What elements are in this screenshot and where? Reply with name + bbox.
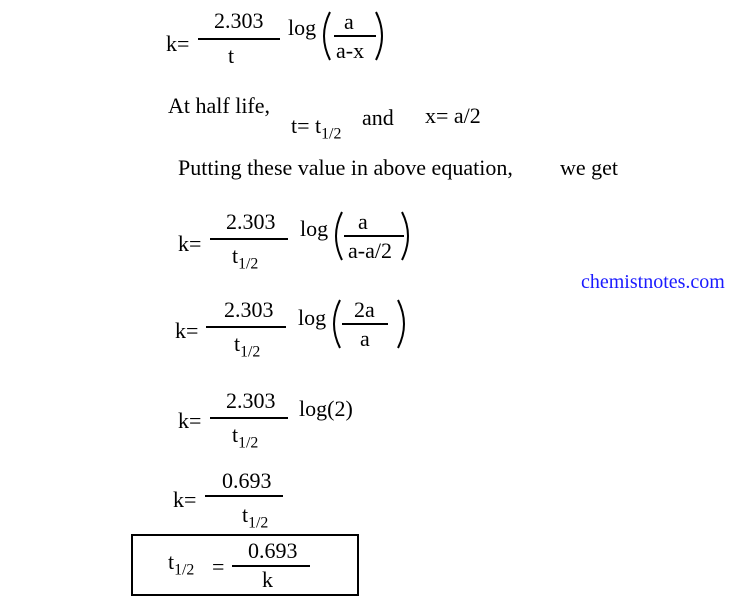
eq6-denominator: k [262, 567, 273, 592]
eq4-denominator: $t_{1/2}$ [232, 422, 259, 452]
x-condition: x= a/2 [425, 103, 481, 128]
eq4-numerator: 2.303 [226, 388, 276, 413]
eq3-inner-bar [342, 323, 388, 325]
eq5-fraction-bar [205, 495, 283, 497]
eq3-denominator: $t_{1/2}$ [234, 331, 261, 361]
eq1-denominator: t [228, 43, 235, 68]
eq4-lhs: k= [178, 408, 202, 433]
eq1-numerator: 2.303 [214, 8, 264, 33]
eq3-right-paren [396, 298, 410, 350]
eq3-log: log [298, 305, 327, 330]
eq1-left-paren [318, 10, 332, 62]
and-word: and [362, 105, 394, 130]
eq4-fraction-bar [210, 417, 288, 419]
eq6-lhs: $t_{1/2}$ [168, 549, 195, 579]
eq2-lhs: k= [178, 231, 202, 256]
eq2-right-paren [400, 210, 414, 262]
eq3-numerator: 2.303 [224, 297, 274, 322]
eq1-inner-numerator: a [344, 9, 354, 34]
eq1-inner-bar [334, 35, 376, 37]
t-half-condition: $t= t_{1/2}$ [291, 113, 342, 143]
eq3-inner-denominator: a [360, 326, 370, 351]
eq3-inner-numerator: 2a [354, 297, 375, 322]
eq2-fraction-bar [210, 238, 288, 240]
eq6-equals: = [212, 554, 225, 579]
eq3-lhs: k= [175, 318, 199, 343]
eq5-numerator: 0.693 [222, 468, 272, 493]
putting-text: Putting these value in above equation, [178, 155, 513, 180]
eq1-right-paren [374, 10, 388, 62]
eq2-inner-numerator: a [358, 209, 368, 234]
eq1-log: log [288, 15, 317, 40]
eq2-numerator: 2.303 [226, 209, 276, 234]
half-life-intro: At half life, [168, 93, 271, 118]
eq1-inner-denominator: a-x [336, 38, 365, 63]
eq2-inner-denominator: a-a/2 [348, 238, 392, 263]
eq2-left-paren [330, 210, 344, 262]
eq2-inner-bar [344, 235, 404, 237]
eq1-fraction-bar [198, 38, 280, 40]
eq5-denominator: $t_{1/2}$ [242, 502, 269, 532]
eq1-lhs: k= [166, 31, 190, 56]
we-get-text: we get [560, 155, 619, 180]
eq3-left-paren [328, 298, 342, 350]
site-label: chemistnotes.com [581, 271, 725, 293]
eq2-denominator: $t_{1/2}$ [232, 243, 259, 273]
eq4-log-expression: log(2) [299, 396, 353, 421]
eq5-lhs: k= [173, 487, 197, 512]
eq2-log: log [300, 216, 329, 241]
eq6-numerator: 0.693 [248, 538, 298, 563]
eq3-fraction-bar [206, 326, 286, 328]
